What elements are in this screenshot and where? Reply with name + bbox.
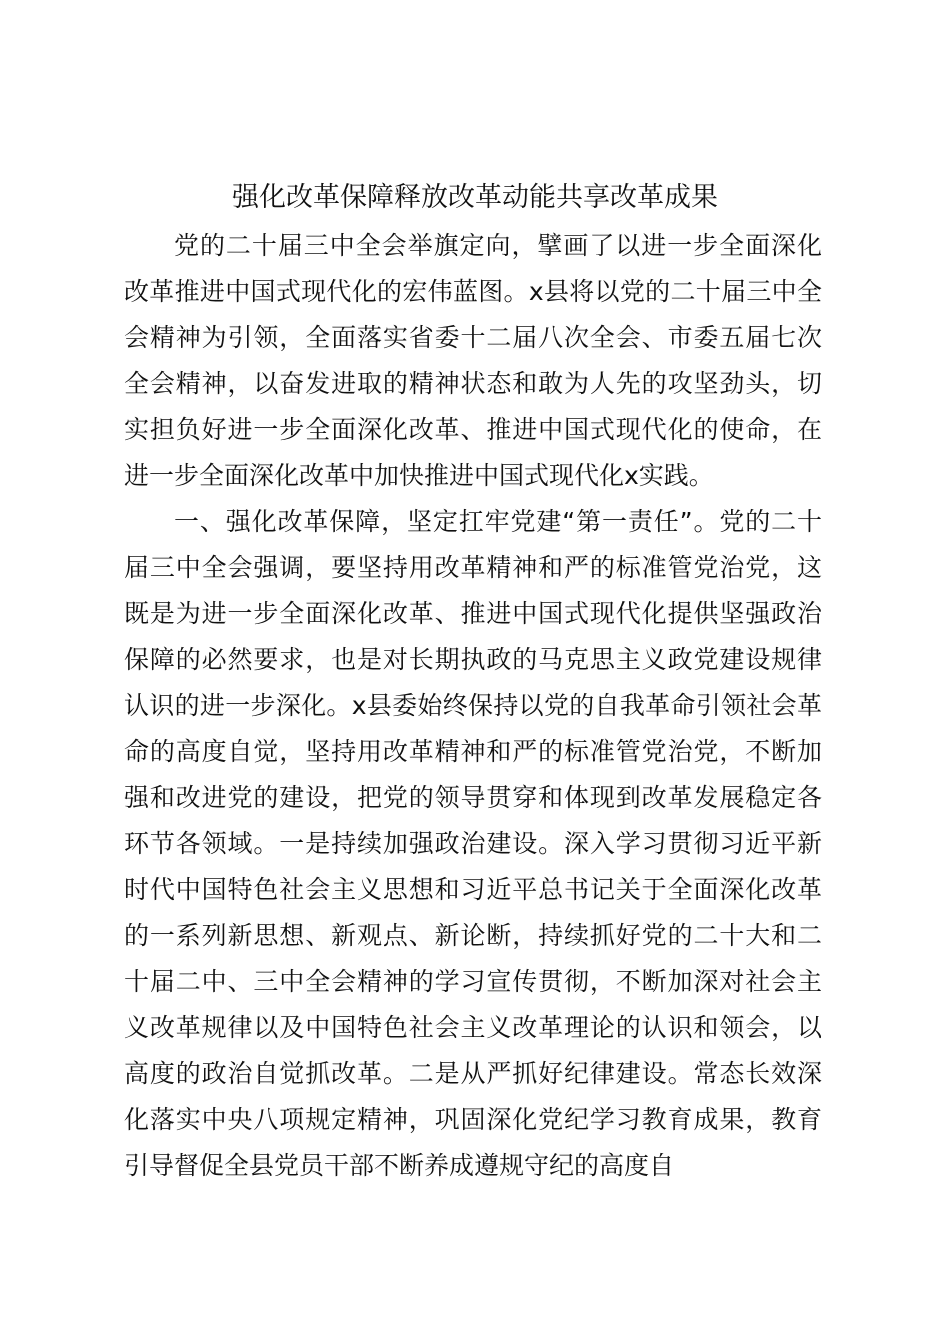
paragraph-section-one: 一、强化改革保障，坚定扛牢党建“第一责任”。党的二十届三中全会强调，要坚持用改革精神和严的标准管党治党，这既是为进一步全面深化改革、推进中国式现代化提供坚强政治保障的必然要求，也是对长期执政的马克思主义政党建设规律认识的进一步深化。x县委始终保持以党的自我革命引领社会革命的高度自觉，坚持用改革精神和严的标准管党治党，不断加强和改进党的建设，把党的领导贯穿和体现到改革发展稳定各环节各领域。一是持续加强政治建设。深入学习贯彻习近平新时代中国特色社会主义思想和习近平总书记关于全面深化改革的一系列新思想、新观点、新论断，持续抓好党的二十大和二十届二中、三中全会精神的学习宣传贯彻，不断加深对社会主义改革规律以及中国特色社会主义改革理论的认识和领会，以高度的政治自觉抓改革。二是从严抓好纪律建设。常态长效深化落实中央八项规定精神，巩固深化党纪学习教育成果，教育引导督促全县党员干部不断养成遵规守纪的高度自	[124, 507, 822, 1180]
document-body	[124, 223, 822, 1189]
document-title: 强化改革保障释放改革动能共享改革成果	[232, 182, 718, 213]
paragraph-intro: 党的二十届三中全会举旗定向，擘画了以进一步全面深化改革推进中国式现代化的宏伟蓝图。x县将以党的二十届三中全会精神为引领，全面落实省委十二届八次全会、市委五届七次全会精神，以奋发进取的精神状态和敢为人先的攻坚劲头，切实担负好进一步全面深化改革、推进中国式现代化的使命，在进一步全面深化改革中加快推进中国式现代化x实践。	[124, 231, 822, 490]
